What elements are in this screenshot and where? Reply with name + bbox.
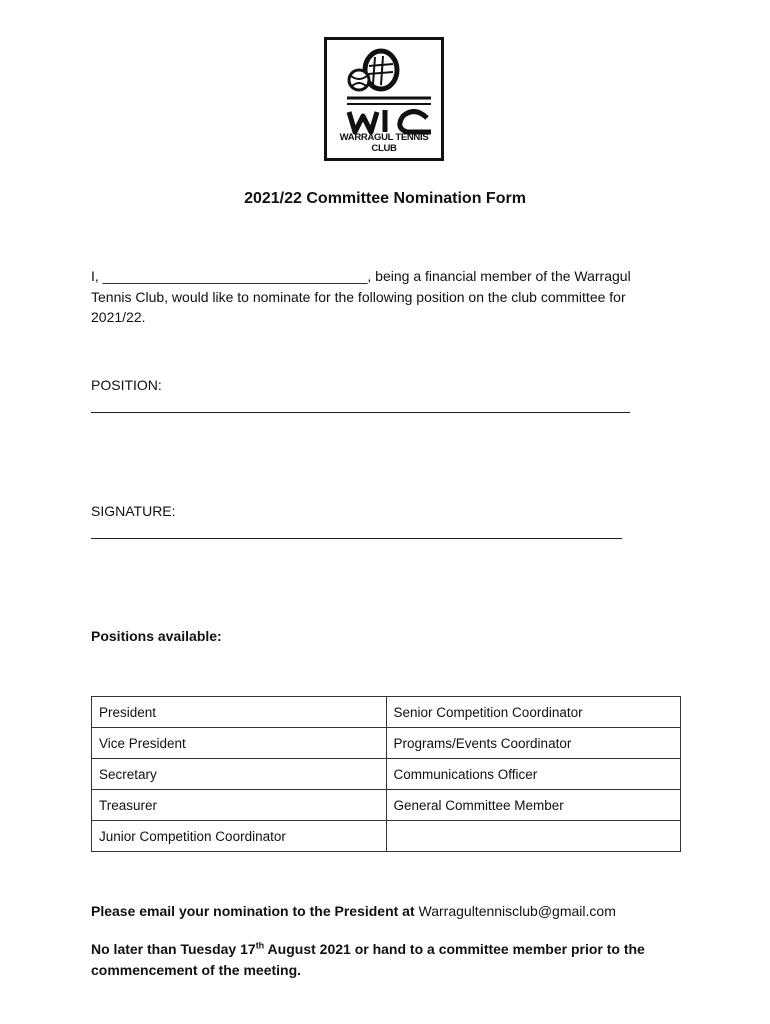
- position-cell: Programs/Events Coordinator: [386, 728, 681, 759]
- intro-prefix: I,: [91, 268, 103, 284]
- intro-paragraph: [91, 266, 671, 328]
- position-cell: Senior Competition Coordinator: [386, 697, 681, 728]
- position-cell: Secretary: [92, 759, 387, 790]
- deadline-instruction: [91, 939, 691, 981]
- positions-heading: Positions available:: [91, 628, 222, 644]
- form-title: 2021/22 Committee Nomination Form: [244, 190, 526, 207]
- table-row: [92, 697, 681, 728]
- tennis-ball-racket-icon: [327, 40, 441, 140]
- name-blank[interactable]: __________________________________: [102, 268, 368, 284]
- position-cell: Vice President: [92, 728, 387, 759]
- table-row: [92, 821, 681, 852]
- position-cell: Treasurer: [92, 790, 387, 821]
- position-line[interactable]: [91, 412, 630, 413]
- table-row: [92, 759, 681, 790]
- deadline-part1: No later than Tuesday 17: [91, 941, 256, 957]
- position-cell: Communications Officer: [386, 759, 681, 790]
- deadline-part2: August 2021 or hand to a committee member prior to the commencement of the meeting.: [91, 941, 645, 978]
- club-logo: [324, 37, 444, 161]
- position-cell: General Committee Member: [386, 790, 681, 821]
- position-cell: President: [92, 697, 387, 728]
- position-cell: Junior Competition Coordinator: [92, 821, 387, 852]
- email-prefix: Please email your nomination to the President at: [91, 903, 419, 919]
- signature-label: SIGNATURE:: [91, 503, 176, 519]
- table-row: [92, 790, 681, 821]
- table-row: [92, 728, 681, 759]
- positions-table: [91, 696, 681, 852]
- email-instruction: [91, 903, 616, 919]
- email-address[interactable]: Warragultennisclub@gmail.com: [418, 903, 616, 919]
- deadline-superscript: th: [255, 940, 265, 951]
- position-cell: [386, 821, 681, 852]
- logo-text: WARRAGUL TENNIS CLUB: [339, 132, 429, 154]
- position-label: POSITION:: [91, 377, 162, 393]
- intro-suffix: , being a financial member of the Warragul Tennis Club, would like to nominate for the following position on the club committee for 2021/22.: [91, 268, 631, 325]
- signature-line[interactable]: [91, 538, 622, 539]
